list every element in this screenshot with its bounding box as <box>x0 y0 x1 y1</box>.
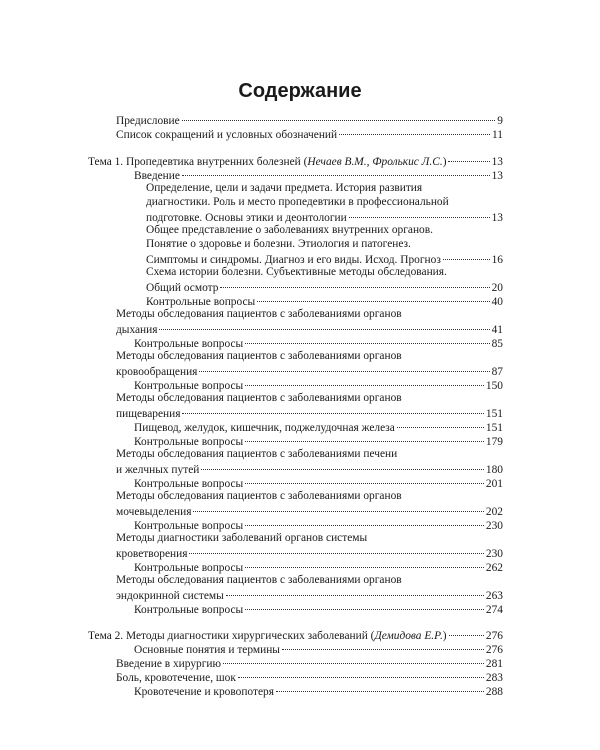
dot-leader <box>220 276 489 288</box>
toc-entry-circulatory[interactable] <box>0 349 600 377</box>
toc-entry-text: Контрольные вопросы <box>134 436 244 448</box>
dot-leader <box>226 584 484 596</box>
toc-entry-text: эндокринной системы <box>116 590 224 602</box>
page-number: 180 <box>485 464 503 476</box>
toc-entry-case-history[interactable] <box>0 265 600 293</box>
dot-leader <box>189 542 483 554</box>
topic-label: Тема 2. Методы диагностики хирургических заболеваний ( <box>88 630 375 642</box>
toc-entry-endocrine[interactable] <box>0 573 600 601</box>
dot-leader <box>159 318 489 330</box>
toc-entry-text: пищеварения <box>116 408 181 420</box>
toc-entry-text: Основные понятия и термины <box>134 644 280 656</box>
toc-entry-digestive[interactable] <box>0 391 600 419</box>
page-number: 151 <box>485 422 503 434</box>
toc-entry-review-questions[interactable] <box>134 517 503 531</box>
toc-entry-review-questions[interactable] <box>146 293 503 307</box>
dot-leader <box>245 514 484 526</box>
page-number: 276 <box>485 644 503 656</box>
dot-leader <box>245 374 484 386</box>
toc-entry-text: Контрольные вопросы <box>134 478 244 490</box>
toc-entry-line: Понятие о здоровье и болезни. Этиология и патогенез. <box>146 238 411 250</box>
toc-entry-text: дыхания <box>116 324 158 336</box>
toc-entry-line: Схема истории болезни. Субъективные методы обследования. <box>146 266 447 278</box>
dot-leader <box>276 680 484 692</box>
page-number: 281 <box>485 658 503 670</box>
toc-entry-line: Методы обследования пациентов с заболеваниями печени <box>116 448 398 460</box>
toc-entry-subject-definition[interactable] <box>0 181 600 223</box>
page-number: 85 <box>491 338 503 350</box>
toc-entry-text: мочевыделения <box>116 506 192 518</box>
page-number: 13 <box>491 212 503 224</box>
dot-leader <box>349 206 490 218</box>
page-number: 87 <box>491 366 503 378</box>
spacer <box>0 615 600 627</box>
dot-leader <box>245 472 484 484</box>
toc-entry-hematopoietic[interactable] <box>0 531 600 559</box>
page-number: 20 <box>491 282 503 294</box>
page-number: 16 <box>491 254 503 266</box>
toc-entry-bleeding-blood-loss[interactable] <box>134 683 503 697</box>
dot-leader <box>193 500 483 512</box>
page-number: 151 <box>485 408 503 420</box>
toc-entry-text: Контрольные вопросы <box>134 604 244 616</box>
dot-leader <box>448 150 489 162</box>
dot-leader <box>201 458 484 470</box>
page-number: 13 <box>491 170 503 182</box>
toc-entry-line: Определение, цели и задачи предмета. История развития <box>146 182 423 194</box>
toc-entry-text: Контрольные вопросы <box>134 380 244 392</box>
toc-entry-review-questions[interactable] <box>134 475 503 489</box>
page-number: 40 <box>491 296 503 308</box>
toc-entry-line: Методы обследования пациентов с заболеваниями органов <box>116 350 402 362</box>
toc-entry-text: и желчных путей <box>116 464 200 476</box>
toc-entry-review-questions[interactable] <box>134 601 503 615</box>
toc-entry-text: Введение <box>134 170 180 182</box>
toc-entry-review-questions[interactable] <box>134 559 503 573</box>
page-number: 276 <box>485 630 503 642</box>
dot-leader <box>245 430 484 442</box>
toc-entry-line: Методы обследования пациентов с заболеваниями органов <box>116 392 402 404</box>
dot-leader <box>245 332 489 344</box>
toc-entry-line: диагностики. Роль и место пропедевтики в профессиональной <box>146 196 449 208</box>
page-number: 230 <box>485 548 503 560</box>
toc-entry-line: Общее представление о заболеваниях внутренних органов. <box>146 224 433 236</box>
page-number: 263 <box>485 590 503 602</box>
dot-leader <box>282 638 484 650</box>
dot-leader <box>397 416 484 428</box>
page-number: 201 <box>485 478 503 490</box>
page-number: 13 <box>491 156 503 168</box>
dot-leader <box>199 360 489 372</box>
toc-entry-line: Методы диагностики заболеваний органов системы <box>116 532 368 544</box>
page-number: 9 <box>497 115 503 127</box>
toc-entry-text: Введение в хирургию <box>116 658 221 670</box>
topic-suffix: ) <box>442 630 447 642</box>
dot-leader <box>257 290 489 302</box>
toc-entry-line: Методы обследования пациентов с заболеваниями органов <box>116 490 402 502</box>
toc-entry-introduction[interactable] <box>134 167 503 181</box>
dot-leader <box>182 109 496 121</box>
toc-entry-text: подготовке. Основы этики и деонтологии <box>146 212 347 224</box>
page-number: 179 <box>485 436 503 448</box>
toc-entry-review-questions[interactable] <box>134 377 503 391</box>
page-title: Содержание <box>238 80 362 102</box>
toc-entry-respiratory[interactable] <box>0 307 600 335</box>
page-number: 283 <box>485 672 503 684</box>
toc-entry-text: Симптомы и синдромы. Диагноз и его виды. Исход. Прогноз <box>146 254 441 266</box>
dot-leader <box>339 123 490 135</box>
page-number: 41 <box>491 324 503 336</box>
page-number: 262 <box>485 562 503 574</box>
page-number: 230 <box>485 520 503 532</box>
toc-entry-text: Пищевод, желудок, кишечник, поджелудочная железа <box>134 422 395 434</box>
toc-entry-text: Кровотечение и кровопотеря <box>134 686 274 698</box>
toc-entry-text: Список сокращений и условных обозначений <box>116 129 338 141</box>
page-number: 11 <box>492 129 503 141</box>
toc-entry-last-line <box>146 251 503 265</box>
toc-entry-review-questions[interactable] <box>134 433 503 447</box>
toc-entry-line: Методы обследования пациентов с заболеваниями органов <box>116 308 402 320</box>
toc-entry-line: Методы обследования пациентов с заболеваниями органов <box>116 574 402 586</box>
toc-entry-text: Предисловие <box>116 115 180 127</box>
toc-entry-abbreviations[interactable] <box>116 126 503 140</box>
page-number: 150 <box>485 380 503 392</box>
topic-authors: Демидова Е.Р. <box>374 630 443 642</box>
dot-leader <box>443 248 490 260</box>
toc-entry-text: Контрольные вопросы <box>146 296 256 308</box>
dot-leader <box>449 624 484 636</box>
toc-entry-text: Контрольные вопросы <box>134 520 244 532</box>
dot-leader <box>245 556 484 568</box>
toc-entry-text: Контрольные вопросы <box>134 562 244 574</box>
topic-authors: Нечаев В.М., Фролькис Л.С. <box>307 156 443 168</box>
dot-leader <box>245 598 484 610</box>
toc-entry-text: Общий осмотр <box>146 282 219 294</box>
toc-entry-text: кровообращения <box>116 366 198 378</box>
topic-label: Тема 1. Пропедевтика внутренних болезней ( <box>88 156 308 168</box>
toc-entry-diseases-overview[interactable] <box>0 223 600 265</box>
topic-suffix: ) <box>442 156 447 168</box>
toc-entry-text: Контрольные вопросы <box>134 338 244 350</box>
toc-entry-review-questions[interactable] <box>134 335 503 349</box>
dot-leader <box>182 402 483 414</box>
dot-leader <box>238 666 484 678</box>
toc-entry-text: Боль, кровотечение, шок <box>116 672 236 684</box>
dot-leader <box>223 652 484 664</box>
toc-entry-urinary[interactable] <box>0 489 600 517</box>
toc-entry-liver[interactable] <box>0 447 600 475</box>
toc-entry-last-line <box>146 209 503 223</box>
toc-entry-text: кроветворения <box>116 548 188 560</box>
page-number: 274 <box>485 604 503 616</box>
table-of-contents <box>0 112 600 697</box>
page-number: 202 <box>485 506 503 518</box>
page-number: 288 <box>485 686 503 698</box>
dot-leader <box>182 164 490 176</box>
